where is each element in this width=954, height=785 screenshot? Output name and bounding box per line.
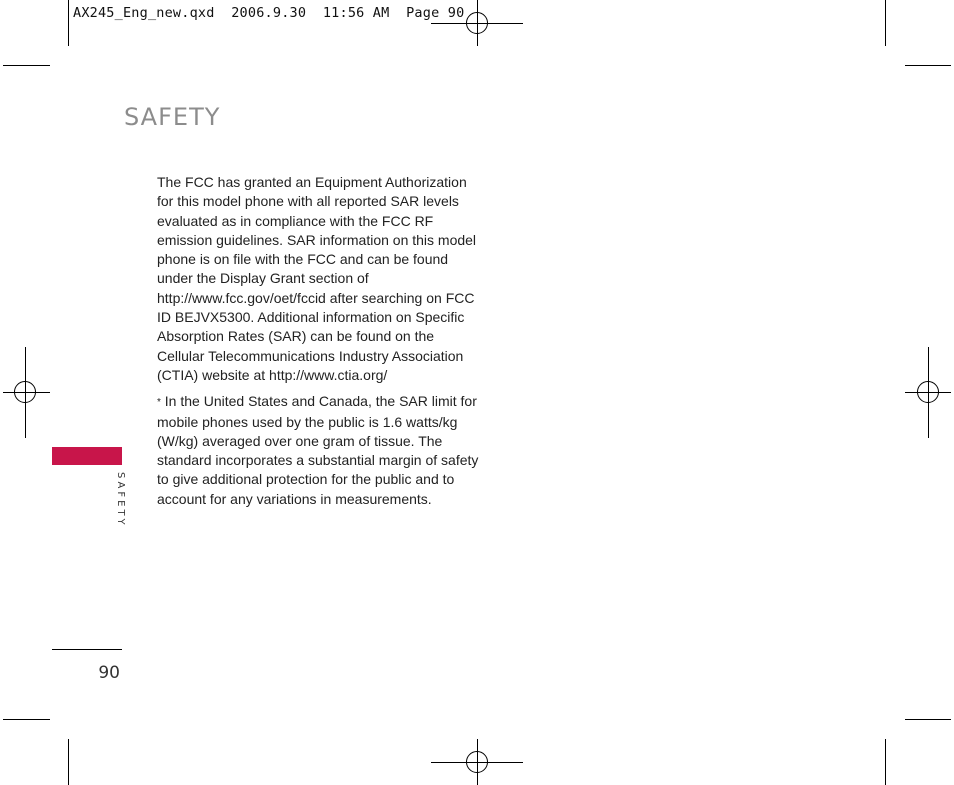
page-number: 90 bbox=[98, 663, 120, 683]
page-title: SAFETY bbox=[124, 103, 221, 131]
crop-mark bbox=[905, 65, 951, 66]
crop-mark bbox=[3, 719, 50, 720]
section-tab-marker bbox=[52, 447, 122, 465]
page-number-rule bbox=[52, 649, 122, 650]
paragraph-sar-limit-text: In the United States and Canada, the SAR limit for mobile phones used by the public is 1.6 watts/kg (W/kg) averaged over one gram of tissue. The standard incorporates a substantial margin of safety to give additional protection for the public and to account for any variations in measurements. bbox=[157, 393, 479, 507]
crop-mark bbox=[68, 739, 69, 785]
crop-mark bbox=[905, 719, 951, 720]
asterisk-marker: * bbox=[157, 397, 161, 409]
print-slug: AX245_Eng_new.qxd 2006.9.30 11:56 AM Page 90 bbox=[73, 5, 465, 21]
crop-mark bbox=[885, 739, 886, 785]
crop-mark bbox=[3, 65, 50, 66]
crop-mark bbox=[885, 0, 886, 46]
crop-mark bbox=[68, 0, 69, 46]
section-side-label: SAFETY bbox=[115, 472, 126, 528]
body-text bbox=[157, 173, 479, 516]
paragraph-fcc-authorization: The FCC has granted an Equipment Authorization for this model phone with all reported SAR levels evaluated as in compliance with the FCC RF emission guidelines. SAR information on this model phone is on file with the FCC and can be found under the Display Grant section of http://www.fcc.gov/oet/fccid after searching on FCC ID BEJVX5300. Additional information on Specific Absorption Rates (SAR) can be found on the Cellular Telecommunications Industry Association (CTIA) website at http://www.ctia.org/ bbox=[157, 174, 477, 383]
paragraph-sar-limit bbox=[157, 392, 479, 509]
